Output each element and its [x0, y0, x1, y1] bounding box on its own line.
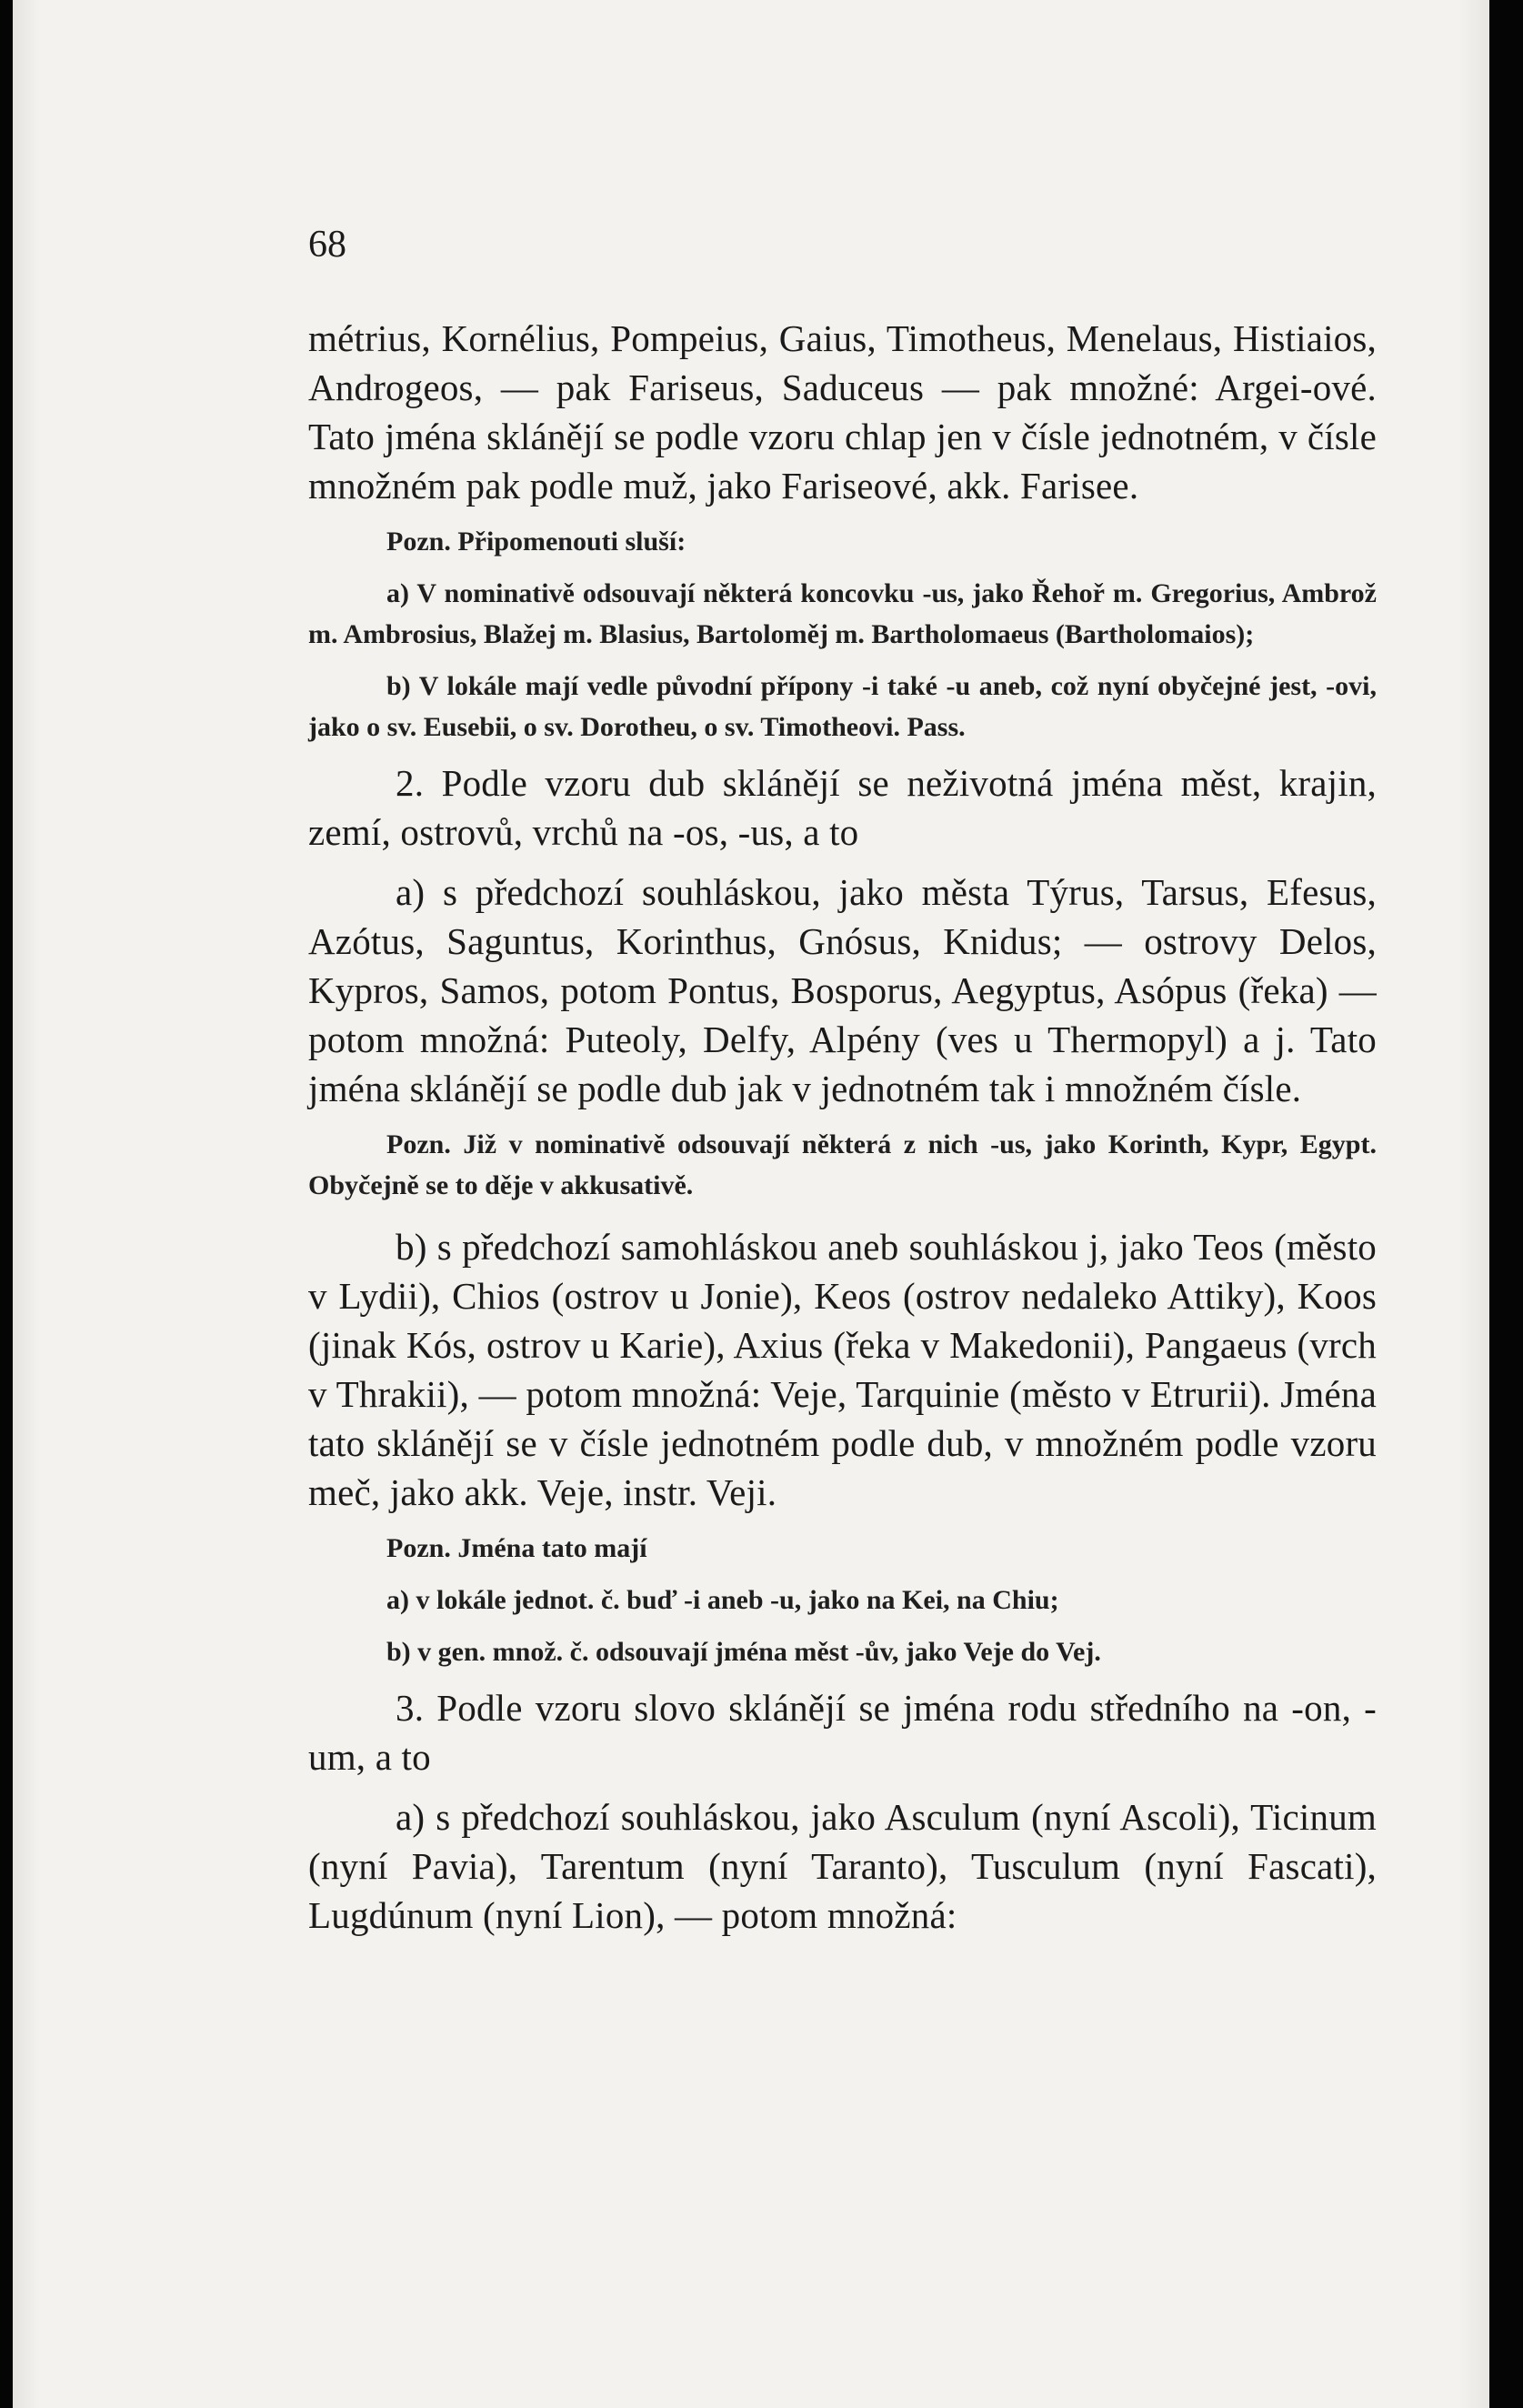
section-3a-paragraph: a) s předchozí souhláskou, jako Asculum (nyní Ascoli), Ticinum (nyní Pavia), Tarentum (nyní Taranto), Tusculum (nyní Fascati), Lugdúnum (nyní Lion), — potom množná: — [308, 1796, 1377, 1936]
note-2: Pozn. Již v nominativě odsouvají některá z nich -us, jako Korinth, Kypr, Egypt. Obyčejně se to děje v akkusativě. — [308, 1129, 1377, 1200]
note-heading: Pozn. Připomenouti sluší: — [386, 527, 686, 557]
section-3-paragraph: 3. Podle vzoru slovo sklánějí se jména rodu středního na -on, -um, a to — [308, 1687, 1377, 1778]
page-body — [308, 314, 1377, 1940]
section-2a-paragraph: a) s předchozí souhláskou, jako města Týrus, Tarsus, Efesus, Azótus, Saguntus, Korinthus, Gnósus, Knidus; — ostrovy Delos, Kypros, Samos, potom Pontus, Bosporus, Aegyptus, Asópus (řeka) — potom množná: Puteoly, Delfy, Alpény (ves u Thermopyl) a j. Tato jména sklánějí se podle dub jak v jednotném tak i množném čísle. — [308, 871, 1377, 1109]
page-number: 68 — [308, 224, 346, 266]
note-item-b: b) V lokále mají vedle původní přípony -i také -u aneb, což nyní obyčejné jest, -ovi, jako o sv. Eusebii, o sv. Dorotheu, o sv. Timotheovi. Pass. — [308, 671, 1377, 742]
section-2-paragraph: 2. Podle vzoru dub sklánějí se neživotná jména měst, krajin, zemí, ostrovů, vrchů na -os, -us, a to — [308, 762, 1377, 853]
note-3-heading: Pozn. Jména tato mají — [386, 1533, 647, 1563]
note-3-item-b: b) v gen. množ. č. odsouvají jména měst -ův, jako Veje do Vej. — [386, 1637, 1101, 1667]
section-2b-paragraph: b) s předchozí samohláskou aneb souhláskou j, jako Teos (město v Lydii), Chios (ostrov u Jonie), Keos (ostrov nedaleko Attiky), Koos (jinak Kós, ostrov u Karie), Axius (řeka v Makedonii), Pangaeus (vrch v Thrakii), — potom množná: Veje, Tarquinie (město v Etrurii). Jména tato sklánějí se v čísle jednotném podle dub, v množném podle vzoru meč, jako akk. Veje, instr. Veji. — [308, 1226, 1377, 1513]
paragraph-continuation: métrius, Kornélius, Pompeius, Gaius, Timotheus, Menelaus, Histiaios, Androgeos, — pak Fariseus, Saduceus — pak množné: Argei-ové. Tato jména sklánějí se podle vzoru chlap jen v čísle jednotném, v čísle množném pak podle muž, jako Fariseové, akk. Farisee. — [308, 317, 1377, 507]
note-item-a: a) V nominativě odsouvají některá koncovku -us, jako Řehoř m. Gregorius, Ambrož m. Ambrosius, Blažej m. Blasius, Bartoloměj m. Bartholomaeus (Bartholomaios); — [308, 578, 1377, 649]
book-page — [13, 0, 1489, 2408]
note-3-item-a: a) v lokále jednot. č. buď -i aneb -u, jako na Kei, na Chiu; — [386, 1585, 1059, 1615]
